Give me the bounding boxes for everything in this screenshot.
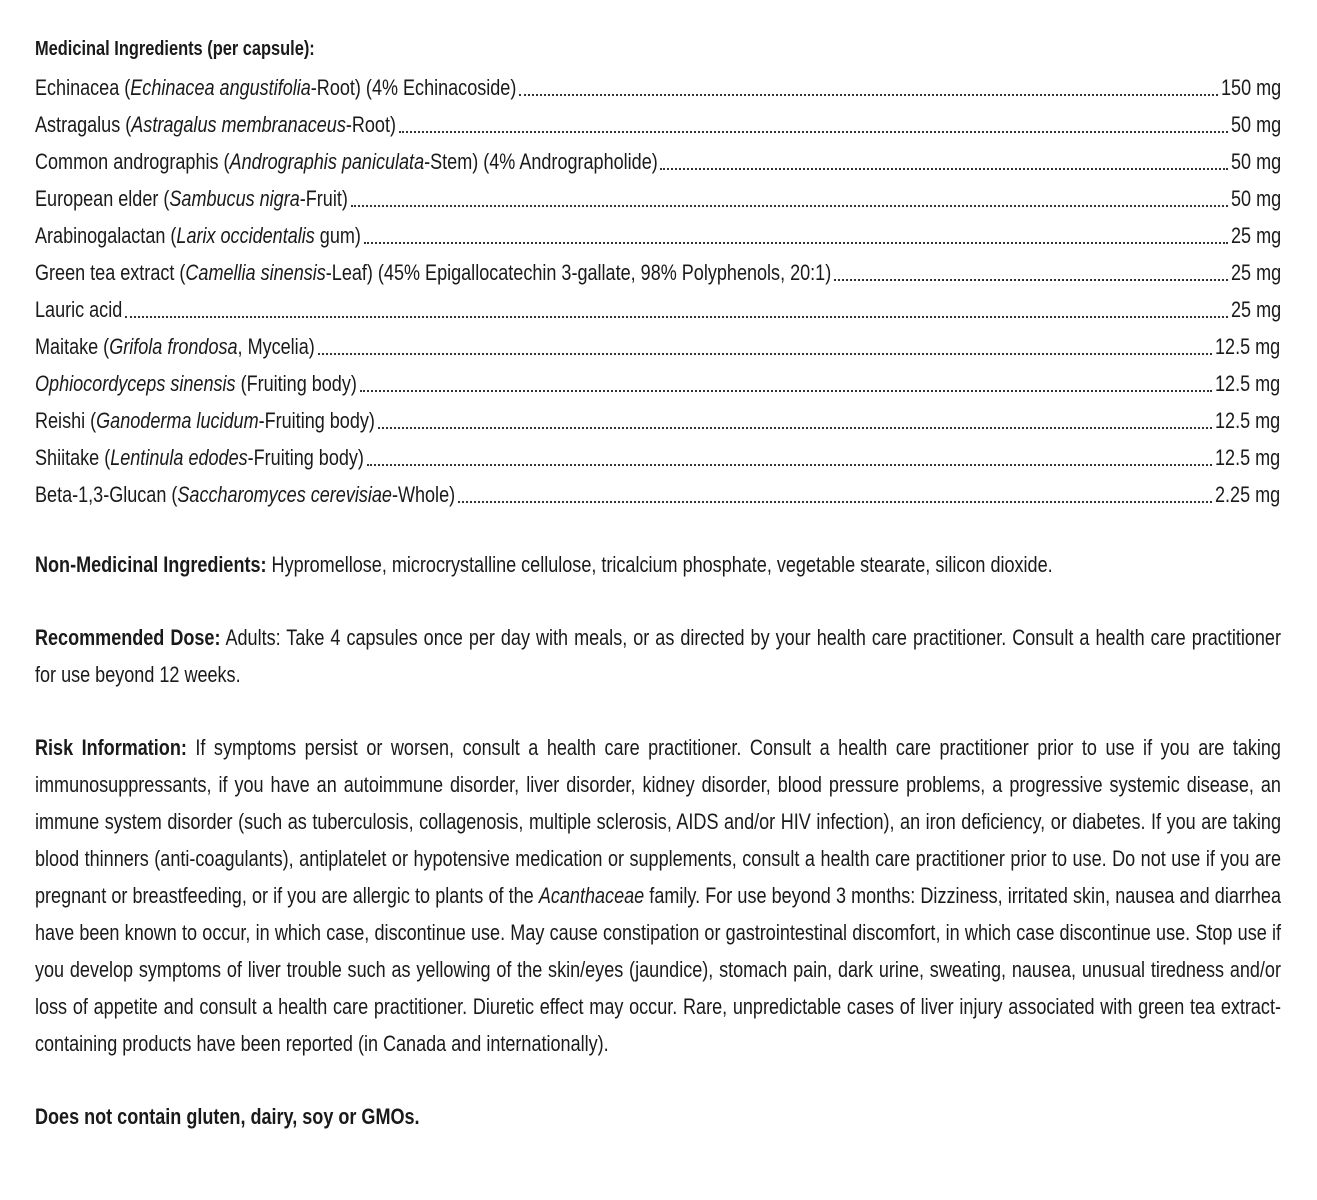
ingredient-name: Beta-1,3-Glucan (Saccharomyces cerevisiae-Whole)	[35, 482, 456, 507]
ingredient-amount: 25 mg	[1230, 223, 1282, 248]
ingredient-amount: 12.5 mg	[1215, 334, 1281, 359]
ingredient-row	[35, 399, 1281, 436]
ingredient-row	[35, 288, 1281, 325]
ingredient-name: European elder (Sambucus nigra-Fruit)	[35, 186, 348, 211]
ingredient-name: Shiitake (Lentinula edodes-Fruiting body)	[35, 445, 364, 470]
leader-dots	[367, 464, 1213, 466]
risk-information	[35, 729, 1281, 1062]
leader-dots	[378, 427, 1212, 429]
non-medicinal-ingredients	[35, 546, 1281, 583]
risk-information-text: If symptoms persist or worsen, consult a health care practitioner. Consult a health care practitioner prior to use if you are taking immunosuppressants, if you have an autoimmune disorder, liver disorder, kidney disorder, blood pressure problems, a progressive systemic disease, an immune system disorder (such as tuberculosis, collagenosis, multiple sclerosis, AIDS and/or HIV infection), an iron deficiency, or diabetes. If you are taking blood thinners (anti-coagulants), antiplatelet or hypotensive medication or supplements, consult a health care practitioner prior to use. Do not use if you are pregnant or breastfeeding, or if you are allergic to plants of the	[35, 735, 1281, 908]
leader-dots	[318, 353, 1213, 355]
leader-dots	[399, 131, 1228, 133]
ingredient-amount: 50 mg	[1230, 112, 1282, 137]
recommended-dose	[35, 619, 1281, 693]
ingredient-row	[35, 251, 1281, 288]
leader-dots	[834, 279, 1228, 281]
leader-dots	[458, 501, 1213, 503]
ingredient-row	[35, 325, 1281, 362]
ingredient-name: Common andrographis (Andrographis paniculata-Stem) (4% Andrographolide)	[35, 149, 658, 174]
recommended-dose-text: Adults: Take 4 capsules once per day with meals, or as directed by your health care practitioner. Consult a health care practitioner for use beyond 12 weeks.	[35, 625, 1281, 687]
ingredient-amount: 50 mg	[1230, 186, 1282, 211]
ingredient-row	[35, 103, 1281, 140]
ingredient-amount: 12.5 mg	[1215, 408, 1281, 433]
ingredient-row	[35, 140, 1281, 177]
ingredient-amount: 2.25 mg	[1215, 482, 1281, 507]
leader-dots	[351, 205, 1228, 207]
ingredient-amount: 150 mg	[1221, 75, 1282, 100]
ingredient-row	[35, 66, 1281, 103]
free-from-statement	[35, 1098, 1281, 1135]
leader-dots	[519, 94, 1218, 96]
ingredient-name: Astragalus (Astragalus membranaceus-Root)	[35, 112, 396, 137]
product-label-document	[35, 34, 1281, 1135]
ingredient-amount: 25 mg	[1230, 260, 1282, 285]
ingredient-row	[35, 177, 1281, 214]
ingredient-name: Ophiocordyceps sinensis (Fruiting body)	[35, 371, 357, 396]
non-medicinal-text: Hypromellose, microcrystalline cellulose, tricalcium phosphate, vegetable stearate, silicon dioxide.	[266, 552, 1053, 577]
ingredient-row	[35, 436, 1281, 473]
leader-dots	[125, 316, 1228, 318]
ingredient-name: Arabinogalactan (Larix occidentalis gum)	[35, 223, 361, 248]
ingredient-amount: 12.5 mg	[1215, 445, 1281, 470]
medicinal-ingredients-list	[35, 66, 1281, 510]
recommended-dose-label: Recommended Dose:	[35, 625, 221, 650]
risk-information-text-cont: family. For use beyond 3 months: Dizziness, irritated skin, nausea and diarrhea have been known to occur, in which case, discontinue use. May cause constipation or gastrointestinal discomfort, in which case discontinue use. Stop use if you develop symptoms of liver trouble such as yellowing of the skin/eyes (jaundice), stomach pain, dark urine, sweating, nausea, unusual tiredness and/or loss of appetite and consult a health care practitioner. Diuretic effect may occur. Rare, unpredictable cases of liver injury associated with green tea extract-containing products have been reported (in Canada and internationally).	[35, 883, 1281, 1056]
risk-plant-family: Acanthaceae	[538, 883, 645, 908]
non-medicinal-label: Non-Medicinal Ingredients:	[35, 552, 267, 577]
leader-dots	[364, 242, 1228, 244]
ingredient-row	[35, 362, 1281, 399]
leader-dots	[360, 390, 1212, 392]
ingredient-amount: 50 mg	[1230, 149, 1282, 174]
ingredient-amount: 25 mg	[1230, 297, 1282, 322]
ingredient-name: Reishi (Ganoderma lucidum-Fruiting body)	[35, 408, 375, 433]
ingredient-amount: 12.5 mg	[1215, 371, 1281, 396]
ingredient-name: Maitake (Grifola frondosa, Mycelia)	[35, 334, 315, 359]
medicinal-ingredients-title: Medicinal Ingredients (per capsule):	[35, 38, 315, 60]
ingredient-row	[35, 214, 1281, 251]
ingredient-name: Green tea extract (Camellia sinensis-Leaf) (45% Epigallocatechin 3-gallate, 98% Polyphenols, 20:1)	[35, 260, 832, 285]
ingredient-row	[35, 473, 1281, 510]
ingredient-name: Echinacea (Echinacea angustifolia-Root) (4% Echinacoside)	[35, 75, 517, 100]
leader-dots	[660, 168, 1228, 170]
risk-information-label: Risk Information:	[35, 735, 187, 760]
ingredient-name: Lauric acid	[35, 297, 123, 322]
free-from-text: Does not contain gluten, dairy, soy or GMOs.	[35, 1104, 420, 1129]
